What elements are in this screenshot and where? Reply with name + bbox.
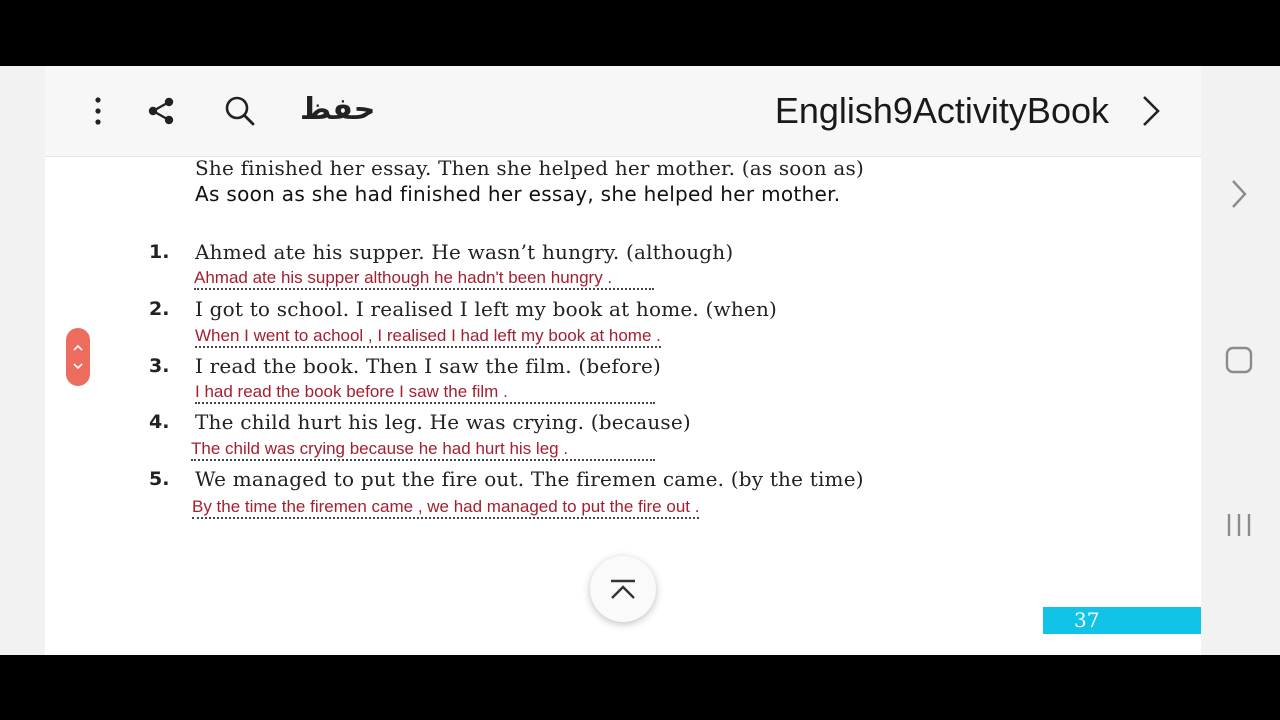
share-icon[interactable] — [144, 94, 178, 128]
reader-toolbar — [45, 66, 1201, 157]
exercise-question: Ahmed ate his supper. He wasn’t hungry. (although) — [195, 240, 734, 264]
example-answer: As soon as she had finished her essay, she helped her mother. — [195, 182, 841, 206]
save-button[interactable]: حفظ — [300, 92, 376, 127]
exercise-number: 3. — [149, 355, 170, 377]
exercise-answer: I had read the book before I saw the film . — [195, 382, 655, 404]
chevron-right-icon[interactable] — [1228, 178, 1250, 214]
exercise-answer: The child was crying because he had hurt his leg . — [191, 439, 655, 461]
example-question: She finished her essay. Then she helped her mother. (as soon as) — [195, 156, 865, 180]
exercise-question: I got to school. I realised I left my book at home. (when) — [195, 297, 778, 321]
page-number-badge: 37 — [1043, 607, 1201, 634]
home-square-icon[interactable] — [1225, 346, 1253, 378]
exercise-number: 1. — [149, 241, 170, 263]
scroll-to-top-button[interactable] — [590, 556, 656, 622]
exercise-answer: Ahmad ate his supper although he hadn't been hungry . — [194, 268, 654, 290]
app-screen — [0, 66, 1280, 655]
exercise-number: 2. — [149, 298, 170, 320]
more-vert-icon[interactable] — [81, 94, 115, 128]
document-title: English9ActivityBook — [774, 90, 1109, 131]
page-scroll-handle[interactable] — [66, 328, 90, 386]
scroll-top-icon — [609, 578, 637, 600]
search-icon[interactable] — [223, 94, 257, 128]
exercise-number: 4. — [149, 411, 170, 433]
exercise-number: 5. — [149, 468, 170, 490]
exercise-question: We managed to put the fire out. The firemen came. (by the time) — [195, 467, 864, 491]
exercise-answer: When I went to achool , I realised I had left my book at home . — [195, 326, 661, 348]
exercise-question: I read the book. Then I saw the film. (before) — [195, 354, 662, 378]
recents-bars-icon[interactable] — [1226, 511, 1252, 543]
exercise-question: The child hurt his leg. He was crying. (because) — [195, 410, 691, 434]
exercise-answer: By the time the firemen came , we had managed to put the fire out . — [192, 497, 699, 519]
chevron-right-icon[interactable] — [1135, 94, 1165, 128]
